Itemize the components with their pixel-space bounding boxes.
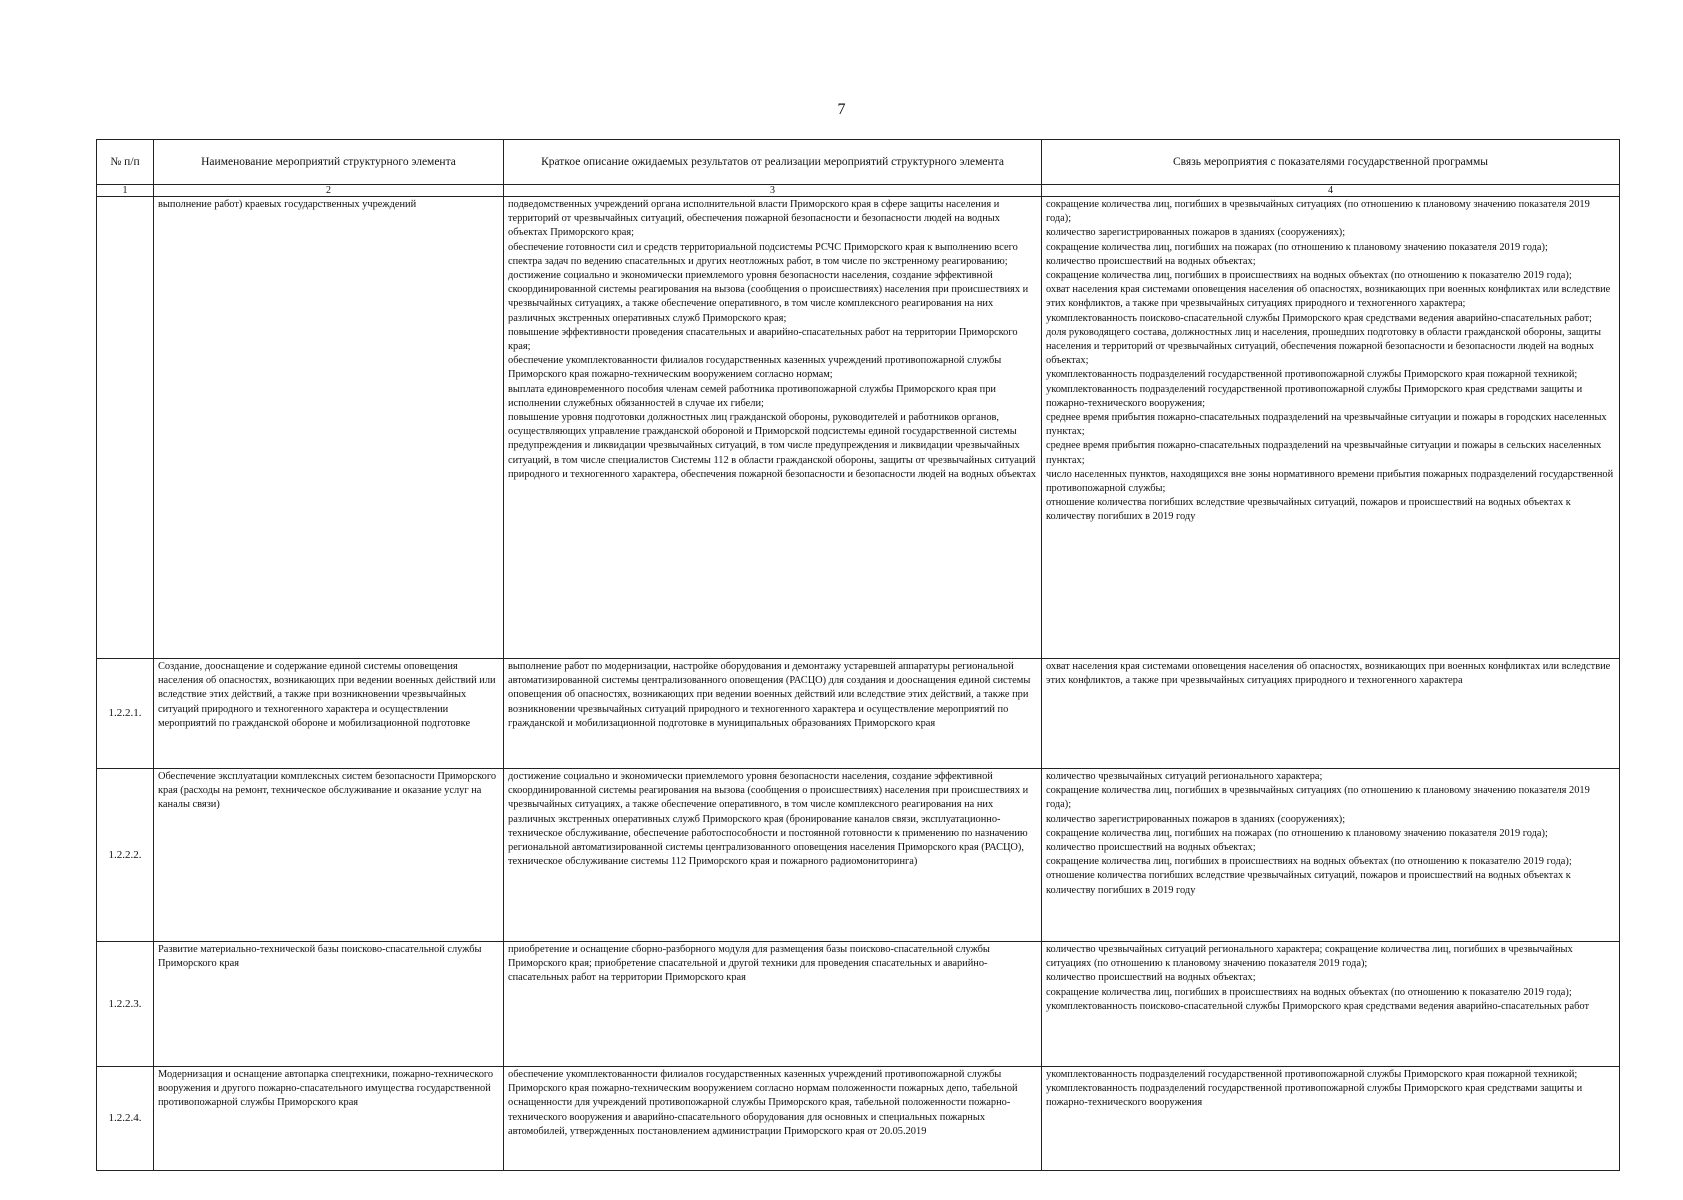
page-number: 7 bbox=[837, 101, 846, 118]
expected-results: обеспечение укомплектованности филиалов государственных казенных учреждений противопожарной службы Приморского края пожарно-техническим вооружением согласно нормам положенности пожарных депо, табельной оснащенности для учреждений противопожарной службы Приморского края, табельной положенности пожарно-технического вооружения и аварийно-спасательного оборудования для основных и специальных пожарных автомобилей, утвержденных постановлением администрации Приморского края от 20.05.2019 bbox=[504, 1067, 1042, 1171]
measure-name: Создание, дооснащение и содержание единой системы оповещения населения об опасностях, возникающих при ведении военных действий или вследствие этих действий, а также при возникновении чрезвычайных ситуаций природного и техногенного характера и осуществлении мероприятий по гражданской обороне и мобилизационной подготовке bbox=[154, 659, 504, 769]
header-expected-results: Краткое описание ожидаемых результатов от реализации мероприятий структурного элемента bbox=[504, 140, 1042, 185]
column-number: 1 bbox=[97, 185, 154, 197]
row-number: 1.2.2.1. bbox=[97, 659, 154, 769]
indicator-link: укомплектованность подразделений государственной противопожарной службы Приморского края пожарной техникой; укомплектованность подразделений государственной противопожарной службы Приморского края средствами защиты и пожарно-технического вооружения bbox=[1042, 1067, 1620, 1171]
column-number: 4 bbox=[1042, 185, 1620, 197]
table-header-row bbox=[97, 140, 1620, 185]
indicator-link: сокращение количества лиц, погибших в чрезвычайных ситуациях (по отношению к плановому значению показателя 2019 года); количество зарегистрированных пожаров в зданиях (сооружениях); сокращение количества лиц, погибших на пожарах (по отношению к плановому значению показателя 2019 года); количество происшествий на водных объектах; сокращение количества лиц, погибших в происшествиях на водных объектах (по отношению к показателю 2019 года); охват населения края системами оповещения населения об опасностях, возникающих при военных конфликтах или вследствие этих конфликтов, а также при чрезвычайных ситуациях природного и техногенного характера; укомплектованность поисково-спасательной службы Приморского края средствами ведения аварийно-спасательных работ; доля руководящего состава, должностных лиц и населения, прошедших подготовку в области гражданской обороны, защиты населения и территорий от чрезвычайных ситуаций, обеспечения пожарной безопасности и безопасности людей на водных объектах; укомплектованность подразделений государственной противопожарной службы Приморского края пожарной техникой; укомплектованность подразделений государственной противопожарной службы Приморского края средствами защиты и пожарно-технического вооружения; среднее время прибытия пожарно-спасательных подразделений на чрезвычайные ситуации и пожары в городских населенных пунктах; среднее время прибытия пожарно-спасательных подразделений на чрезвычайные ситуации и пожары в сельских населенных пунктах; число населенных пунктов, находящихся вне зоны нормативного времени прибытия пожарных подразделений государственной противопожарной службы; отношение количества погибших вследствие чрезвычайных ситуаций, пожаров и происшествий на водных объектах к количеству погибших в 2019 году bbox=[1042, 197, 1620, 659]
expected-results: приобретение и оснащение сборно-разборного модуля для размещения базы поисково-спасательной службы Приморского края; приобретение спасательной и другой техники для проведения спасательных и аварийно-спасательных работ на территории Приморского края bbox=[504, 942, 1042, 1067]
table-row bbox=[97, 197, 1620, 659]
column-number-row bbox=[97, 185, 1620, 197]
table-row bbox=[97, 769, 1620, 942]
measure-name: Развитие материально-технической базы поисково-спасательной службы Приморского края bbox=[154, 942, 504, 1067]
row-number: 1.2.2.2. bbox=[97, 769, 154, 942]
table-row bbox=[97, 659, 1620, 769]
measure-name: Обеспечение эксплуатации комплексных систем безопасности Приморского края (расходы на ремонт, техническое обслуживание и оказание услуг на каналы связи) bbox=[154, 769, 504, 942]
expected-results: выполнение работ по модернизации, настройке оборудования и демонтажу устаревшей аппаратуры региональной автоматизированной системы централизованного оповещения (РАСЦО) для создания и дооснащения единой системы оповещения об опасностях, возникающих при ведении военных действий или вследствие этих действий, а также при возникновении чрезвычайных ситуаций природного и техногенного характера и осуществление мероприятий по гражданской и мобилизационной подготовке в муниципальных образованиях Приморского края bbox=[504, 659, 1042, 769]
indicator-link: охват населения края системами оповещения населения об опасностях, возникающих при военных конфликтах или вследствие этих конфликтов, а также при чрезвычайных ситуациях природного и техногенного характера bbox=[1042, 659, 1620, 769]
column-number: 3 bbox=[504, 185, 1042, 197]
header-measure-name: Наименование мероприятий структурного элемента bbox=[154, 140, 504, 185]
row-number: 1.2.2.4. bbox=[97, 1067, 154, 1171]
measures-table bbox=[96, 139, 1620, 1171]
table-row bbox=[97, 942, 1620, 1067]
header-indicator-link: Связь мероприятия с показателями государственной программы bbox=[1042, 140, 1620, 185]
measure-name: выполнение работ) краевых государственных учреждений bbox=[154, 197, 504, 659]
indicator-link: количество чрезвычайных ситуаций регионального характера; сокращение количества лиц, погибших в чрезвычайных ситуациях (по отношению к плановому значению показателя 2019 года); количество происшествий на водных объектах; сокращение количества лиц, погибших в происшествиях на водных объектах (по отношению к показателю 2019 года); укомплектованность поисково-спасательной службы Приморского края средствами ведения аварийно-спасательных работ bbox=[1042, 942, 1620, 1067]
expected-results: подведомственных учреждений органа исполнительной власти Приморского края в сфере защиты населения и территорий от чрезвычайных ситуаций, обеспечения пожарной безопасности и безопасности людей на водных объектах Приморского края; обеспечение готовности сил и средств территориальной подсистемы РСЧС Приморского края к выполнению всего спектра задач по ведению спасательных и других неотложных работ, в том числе по экстренному реагированию; достижение социально и экономически приемлемого уровня безопасности населения, создание эффективной скоординированной системы реагирования на вызова (сообщения о происшествиях) населения при происшествиях и чрезвычайных ситуациях, а также обеспечение оперативного, в том числе комплексного реагирования на них различных экстренных оперативных служб Приморского края; повышение эффективности проведения спасательных и аварийно-спасательных работ на территории Приморского края; обеспечение укомплектованности филиалов государственных казенных учреждений противопожарной службы Приморского края пожарно-техническим вооружением согласно нормам; выплата единовременного пособия членам семей работника противопожарной службы Приморского края при исполнении служебных обязанностей в случае их гибели; повышение уровня подготовки должностных лиц гражданской обороны, руководителей и работников органов, осуществляющих управление гражданской обороной и Приморской подсистемы единой государственной системы предупреждения и ликвидации чрезвычайных ситуаций, в том числе предупреждения и ликвидации чрезвычайных ситуаций, в том числе специалистов Системы 112 в области гражданской обороны, защиты от чрезвычайных ситуаций природного и техногенного характера, обеспечения пожарной безопасности и безопасности людей на водных объектах bbox=[504, 197, 1042, 659]
header-number: № п/п bbox=[97, 140, 154, 185]
column-number: 2 bbox=[154, 185, 504, 197]
row-number bbox=[97, 197, 154, 659]
indicator-link: количество чрезвычайных ситуаций регионального характера; сокращение количества лиц, погибших в чрезвычайных ситуациях (по отношению к плановому значению показателя 2019 года); количество зарегистрированных пожаров в зданиях (сооружениях); сокращение количества лиц, погибших на пожарах (по отношению к плановому значению показателя 2019 года); количество происшествий на водных объектах; сокращение количества лиц, погибших в происшествиях на водных объектах (по отношению к показателю 2019 года); отношение количества погибших вследствие чрезвычайных ситуаций, пожаров и происшествий на водных объектах к количеству погибших в 2019 году bbox=[1042, 769, 1620, 942]
expected-results: достижение социально и экономически приемлемого уровня безопасности населения, создание эффективной скоординированной системы реагирования на вызова (сообщения о происшествиях) населения при происшествиях и чрезвычайных ситуациях, а также обеспечение оперативного, в том числе комплексного реагирования на них различных экстренных оперативных служб Приморского края (бронирование каналов связи, эксплуатационно-техническое обслуживание, обеспечение работоспособности и постоянной готовности к применению по назначению региональной автоматизированной системы централизованного оповещения населения Приморского края (РАСЦО), техническое обслуживание системы 112 Приморского края и пожарного радиомониторинга) bbox=[504, 769, 1042, 942]
measure-name: Модернизация и оснащение автопарка спецтехники, пожарно-технического вооружения и другого пожарно-спасательного имущества государственной противопожарной службы Приморского края bbox=[154, 1067, 504, 1171]
table-row bbox=[97, 1067, 1620, 1171]
row-number: 1.2.2.3. bbox=[97, 942, 154, 1067]
